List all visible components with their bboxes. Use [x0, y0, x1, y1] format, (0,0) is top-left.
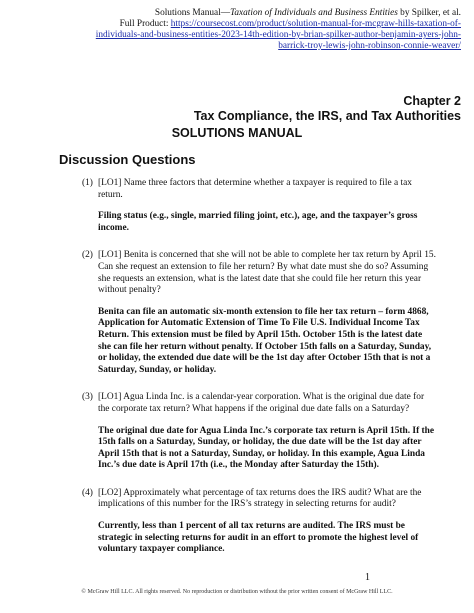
question-3: (3) [LO1] Agua Linda Inc. is a calendar-year corporation. What is the original due date for the corporate tax return? What happens if the original due date falls on a Saturday? [82, 392, 425, 414]
section-title: Discussion Questions [59, 152, 196, 167]
header-product-line: Full Product: https://coursecost.com/product/solution-manual-for-mcgraw-hills-taxation-of- [119, 19, 461, 29]
answer-1: Filing status (e.g., single, married filing joint, etc.), age, and the taxpayer’s gross income. [98, 211, 418, 233]
answer-4: Currently, less than 1 percent of all tax returns are audited. The IRS must be strategic in selecting returns for audit in an effort to promote the highest level of voluntary taxpayer compliance. [98, 521, 419, 555]
page-number: 1 [365, 572, 370, 583]
chapter-title: Tax Compliance, the IRS, and Tax Authorities [193, 109, 461, 123]
page-header [21, 8, 461, 52]
question-1: (1) [LO1] Name three factors that determine whether a taxpayer is required to file a tax return. [82, 178, 412, 200]
answer-3: The original due date for Agua Linda Inc.’s corporate tax return is April 15th. If the 15th falls on a Saturday, Sunday, or holiday, the due date will be the 1st day after April 15th that is not a Saturday, Sunday, or holiday. In this example, Agua Linda Inc.’s due date is April 17th (i.e., the Monday after Saturday the 15th). [98, 425, 435, 471]
copyright-footer: © McGraw Hill LLC. All rights reserved. No reproduction or distribution without the prior written consent of McGraw Hill LLC. [81, 589, 393, 595]
chapter-heading [21, 94, 461, 124]
manual-title: SOLUTIONS MANUAL [171, 126, 303, 140]
chapter-number: Chapter 2 [403, 94, 461, 108]
product-link-continued[interactable]: individuals-and-business-entities-2023-14th-edition-by-brian-spilker-author-benjamin-ayers-john- [95, 30, 461, 40]
discussion-questions [82, 178, 437, 572]
question-2: (2) [LO1] Benita is concerned that she will not be able to complete her tax return by April 15. Can she request an extension to file her return? By what date must she do so? Assuming she requests an extension, what is the latest date that she could file her return this year without penalty? [82, 250, 436, 296]
product-link[interactable]: https://coursecost.com/product/solution-manual-for-mcgraw-hills-taxation-of- [170, 19, 461, 29]
header-source-line: Solutions Manual—Taxation of Individuals and Business Entities by Spilker, et al. [154, 8, 461, 18]
book-title: Taxation of Individuals and Business Entities [230, 8, 398, 18]
question-4: (4) [LO2] Approximately what percentage of tax returns does the IRS audit? What are the implications of this number for the IRS’s strategy in selecting returns for audit? [82, 487, 422, 510]
product-link-end[interactable]: barrick-troy-lewis-john-robinson-connie-weaver/ [278, 41, 461, 51]
answer-2: Benita can file an automatic six-month extension to file her tax return – form 4868, Application for Automatic Extension of Time To File U.S. Individual Income Tax Return. This extension must be filed by April 15th. October 15th is the latest date she can file her return without penalty. If October 15th falls on a Saturday, Sunday, or holiday, the extended due date will be the 1st day after October 15th that is not a Saturday, Sunday, or holiday. [98, 306, 432, 375]
